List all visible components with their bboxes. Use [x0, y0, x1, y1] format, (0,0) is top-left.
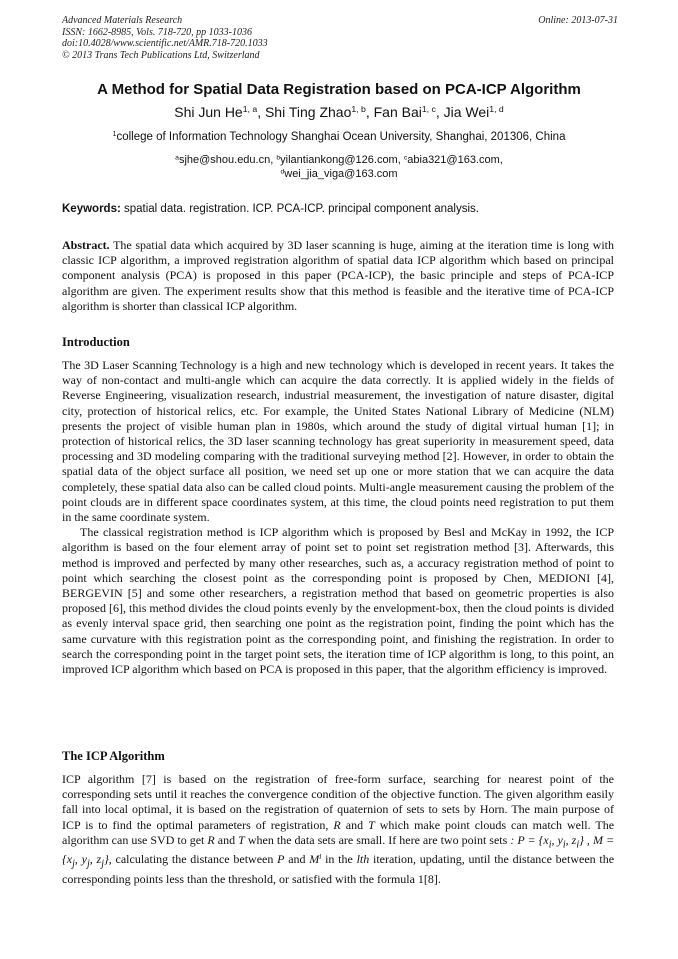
doi-line: doi:10.4028/www.scientific.net/AMR.718-720.1033: [62, 38, 268, 49]
paragraph: [62, 772, 614, 887]
email-sup: b: [276, 154, 281, 162]
section-heading-icp: The ICP Algorithm: [62, 749, 165, 763]
math-symbol: R: [333, 817, 341, 832]
abstract-label: Abstract.: [62, 238, 110, 252]
email-link[interactable]: wei_jia_viga@163.com: [284, 168, 398, 180]
math-sub: i: [548, 839, 552, 851]
math-symbol: T: [368, 817, 375, 832]
email-link[interactable]: abia321@163.com: [407, 154, 500, 166]
math-part: } , M = {x: [62, 832, 615, 867]
math-sub: j: [101, 858, 104, 870]
author-sup: 1, c: [421, 104, 436, 115]
text-run: in the: [325, 852, 353, 867]
email-sup: d: [280, 168, 285, 176]
abstract: [62, 238, 614, 314]
text-run: which make point clouds can match well. The algorithm can use SVD to get: [62, 817, 615, 847]
math-part: , z: [89, 852, 102, 867]
author-sup: 1, b: [351, 104, 366, 115]
affiliation: [0, 131, 678, 143]
keywords-label: Keywords:: [62, 203, 121, 215]
section-heading-introduction: Introduction: [62, 335, 130, 349]
math-part: : P = {x: [510, 832, 549, 847]
text-run: when the data sets are small. If here are two point sets: [247, 832, 508, 847]
math-sup: l: [319, 852, 322, 862]
math-symbol: P: [277, 852, 285, 867]
text-run: , calculating the distance between: [108, 852, 274, 867]
text-run: iteration, updating, until the distance between the corresponding points less than the threshold, or satisfied with the formula 1[8].: [62, 852, 615, 886]
math-part: , z: [565, 832, 577, 847]
author-name: Shi Ting Zhao: [264, 104, 352, 120]
math-part: , y: [74, 852, 87, 867]
affiliation-text: college of Information Technology Shanghai Ocean University, Shanghai, 201306, China: [116, 131, 566, 143]
email-link[interactable]: yilantiankong@126.com: [280, 154, 398, 166]
math-sub: j: [86, 858, 90, 870]
math-symbol: lth: [356, 852, 370, 867]
author-sup: 1, a: [242, 104, 258, 115]
introduction-body: [62, 358, 614, 677]
author-sup: 1, d: [489, 104, 504, 115]
text-run: and: [288, 852, 306, 867]
email-link[interactable]: sjhe@shou.edu.cn: [178, 154, 271, 166]
math-part: M: [309, 852, 320, 867]
math-part: }: [103, 852, 109, 867]
math-symbol: T: [238, 832, 245, 847]
author-name: Shi Jun He: [174, 104, 243, 120]
author-name: Jia Wei: [443, 104, 490, 120]
journal-name: Advanced Materials Research: [62, 15, 183, 26]
keywords: [62, 203, 618, 215]
text-run: and: [345, 817, 364, 832]
paper-title: A Method for Spatial Data Registration based on PCA-ICP Algorithm: [97, 81, 581, 98]
math-sub: i: [576, 839, 580, 851]
author-list: Shi Jun He$^{1, a}$, Shi Ting Zhao$^{1, b}$, Fan Bai$^{1, c}$, Jia Wei$^{1, d}$: [174, 104, 504, 120]
icp-body: [62, 772, 614, 887]
publication-header: [62, 15, 618, 61]
text-run: ICP algorithm [7] is based on the registration of free-form surface, searching for nearest point of the corresponding sets until it reaches the convergence condition of the objective function. The given algorithm easily fall into local optimal, it is based on the registration of quaternion of sets to sets by Horn. The main purpose of ICP is to find the optimal parameters of registration,: [62, 772, 614, 832]
email-sup: c: [403, 154, 408, 162]
email-list: $^a$sjhe@shou.edu.cn, $^b$yilantiankong@126.com, $^c$abia321@163.com, $^d$wei_jia_viga@163.com: [175, 154, 503, 180]
math-part: , y: [551, 832, 563, 847]
author-name: Fan Bai: [373, 104, 422, 120]
paragraph: The classical registration method is ICP algorithm which is proposed by Besl and McKay in 1992, the ICP algorithm is based on the four element array of point set to point set registration method [3]. Afterwards, this method is improved and perfected by many other researches, such as, a accuracy registration method of point to point which searching the closest point as the corresponding point is proposed by Chen, MEDIONI [4], BERGEVIN [5] and some other researchers, a registration method that based on geometric properties is also proposed [6], this method divides the cloud points evenly by the envelopment-box, then the cloud points is divided as evenly interval space grid, then searching one point as the registration point, finding the point which has the same curvature with this registration point as the corresponding point, and finishing the registration. In order to search the corresponding point in the target point sets, the iteration time of ICP algorithm is long, to this point, an improved ICP algorithm which based on PCA is proposed in this paper, that the algorithm efficiency is improved.: [62, 525, 614, 677]
math-symbol: [309, 852, 321, 866]
math-symbol: R: [207, 832, 215, 847]
math-sub: j: [72, 858, 75, 870]
abstract-text: The spatial data which acquired by 3D laser scanning is huge, aiming at the iteration time is long with classic ICP algorithm, a improved registration algorithm of spatial data ICP algorithm which based on principal component analysis (PCA) is proposed in this paper (PCA-ICP), the basic principle and steps of PCA-ICP algorithm are given. The experiment results show that this method is feasible and the iterative time of PCA-ICP algorithm is shorter than classical ICP algorithm.: [62, 238, 614, 313]
copyright-line: © 2013 Trans Tech Publications Ltd, Switzerland: [62, 49, 260, 61]
text-run: and: [217, 832, 236, 847]
affiliation-sup: 1: [112, 130, 117, 139]
paragraph: The 3D Laser Scanning Technology is a high and new technology which is developed in recent years. It takes the way of non-contact and multi-angle which can acquire the data correctly. It is applied widely in the fields of Reverse Engineering, visualization research, industrial measurement, the investigation of nature disaster, digital city, protection of historical relics, etc. For example, the United States National Library of Medicine (NLM) presents the project of visible human plan in 1980s, which around the study of digital virtual human [1]; in protection of historical relics, the 3D laser scanning technology has great superiority in measurement speed, data processing and 3D modeling comparing with the traditional surveying method [2]. However, in order to obtain the spatial data of the object surface all position, we need set up one or more station that we can acquire the data completely, these spatial data also can be called cloud points. Multi-angle measurement causing the problem of the point clouds are in different space coordinates system, at this time, the cloud points need registration to put them in the same coordinate system.: [62, 358, 614, 525]
online-date: Online: 2013-07-31: [538, 15, 618, 26]
keywords-text: spatial data. registration. ICP. PCA-ICP. principal component analysis.: [124, 203, 479, 215]
issn-line: ISSN: 1662-8985, Vols. 718-720, pp 1033-1036: [62, 26, 252, 38]
email-sup: a: [175, 154, 179, 162]
math-sub: i: [562, 839, 566, 851]
